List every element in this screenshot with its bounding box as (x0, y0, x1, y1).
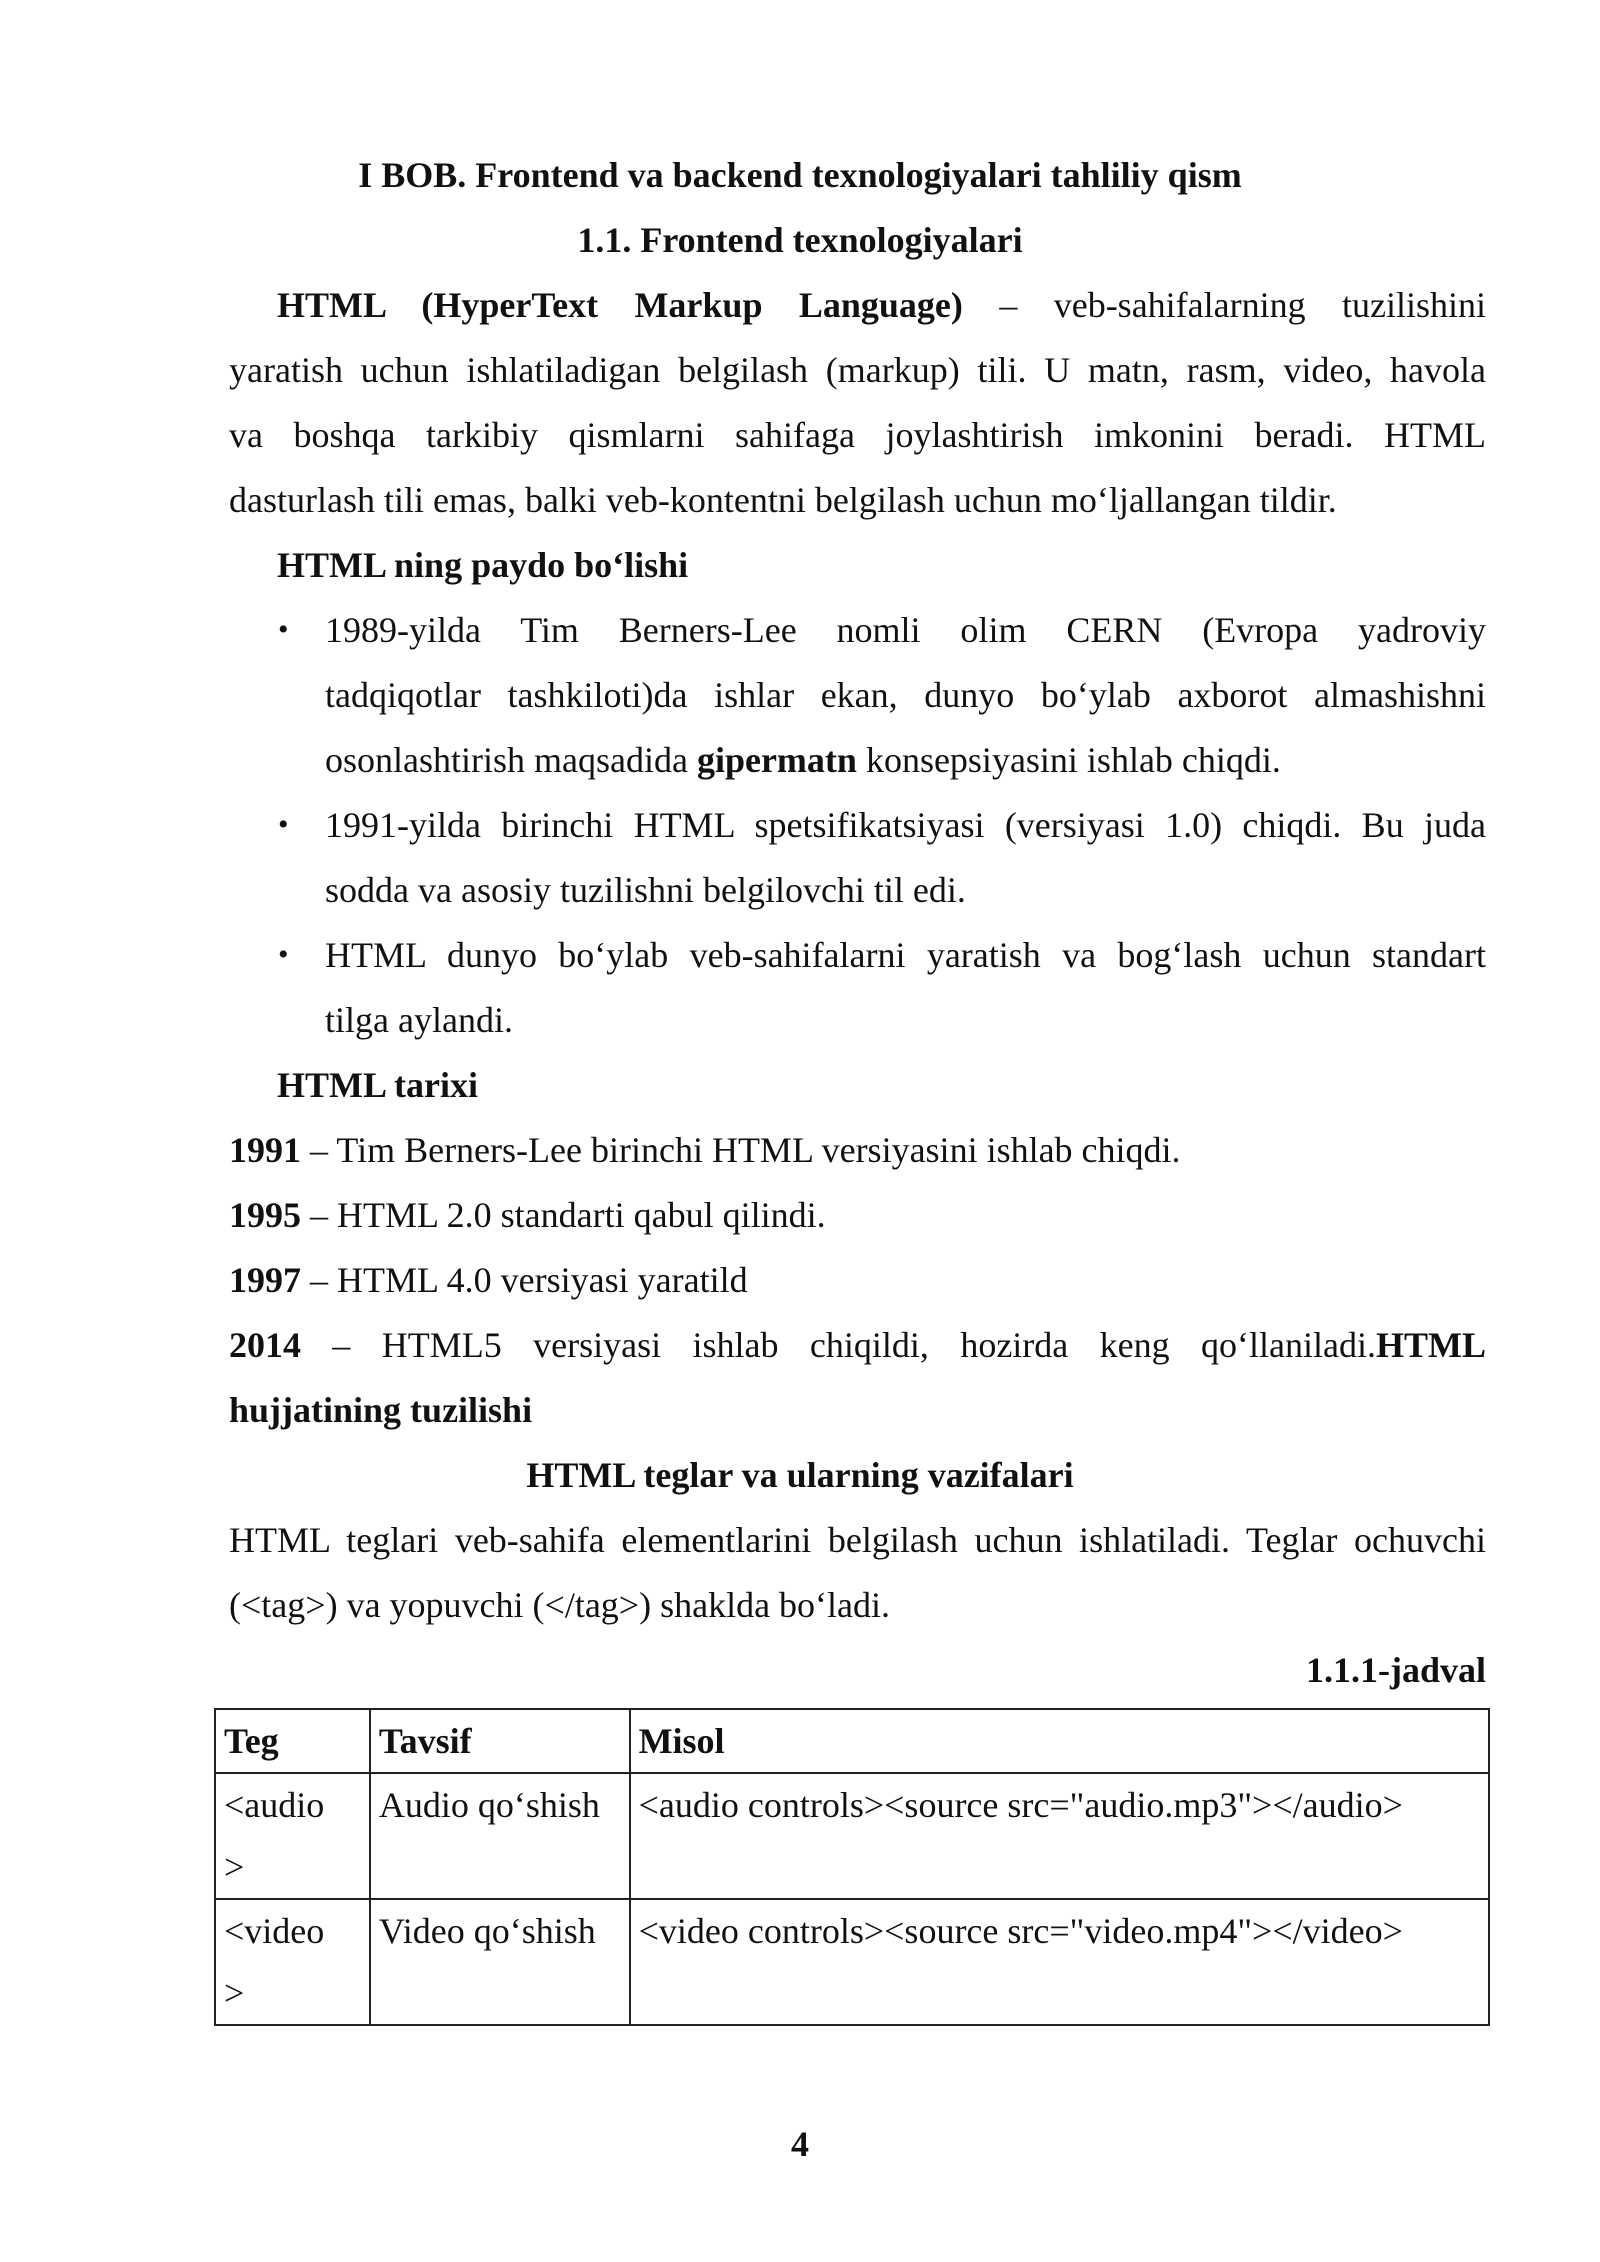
bullet-1-line-3 (325, 738, 1281, 782)
gipermatn-term: gipermatn (696, 740, 857, 780)
history-year: 1995 (229, 1195, 301, 1235)
history-text: – HTML 4.0 versiyasi yaratild (310, 1260, 748, 1300)
intro-line-3: va boshqa tarkibiy qismlarni sahifaga joylashtirish imkonini beradi. HTML (229, 415, 1486, 455)
table-row (215, 1773, 1489, 1899)
cell-example: <video controls><source src="video.mp4"></video> (630, 1899, 1489, 2025)
header-tavsif: Tavsif (370, 1709, 630, 1773)
history-year: 1991 (229, 1130, 301, 1170)
bullet-2-line-1: 1991-yilda birinchi HTML spetsifikatsiyasi (versiyasi 1.0) chiqdi. Bu juda (325, 805, 1486, 845)
cell-desc: Audio qo‘shish (370, 1773, 630, 1899)
tags-section-title: HTML teglar va ularning vazifalari (526, 1455, 1074, 1495)
history-item-1 (229, 1128, 1181, 1172)
tags-line-2: (<tag>) va yopuvchi (</tag>) shaklda bo‘ladi. (229, 1585, 891, 1625)
cell-tag-line-1: <video (224, 1911, 325, 1951)
bullet-1-line-2: tadqiqotlar tashkiloti)da ishlar ekan, dunyo bo‘ylab axborot almashishni (325, 675, 1486, 715)
history-title: HTML tarixi (277, 1065, 478, 1105)
bullet-3-line-2: tilga aylandi. (325, 1000, 513, 1040)
html-term: HTML (HyperText Markup Language) (277, 285, 963, 325)
bullet-2-line-2: sodda va asosiy tuzilishni belgilovchi til edi. (325, 870, 966, 910)
cell-tag-line-1: <audio (224, 1785, 325, 1825)
bullet-1-line-3-pre: osonlashtirish maqsadida (325, 740, 688, 780)
bullet-3-marker: • (278, 938, 289, 971)
table-caption: 1.1.1-jadval (1306, 1650, 1486, 1690)
history-item-2 (229, 1193, 826, 1237)
chapter-title: I BOB. Frontend va backend texnologiyalari tahliliy qism (358, 155, 1242, 195)
bullet-1-line-1: 1989-yilda Tim Berners-Lee nomli olim CERN (Evropa yadroviy (325, 610, 1486, 650)
inline-heading-part-2: hujjatining tuzilishi (229, 1390, 533, 1430)
cell-tag (215, 1773, 370, 1899)
history-text: – HTML 2.0 standarti qabul qilindi. (310, 1195, 826, 1235)
cell-tag-line-2: > (224, 1973, 245, 2013)
intro-line-4: dasturlash tili emas, balki veb-kontentni belgilash uchun mo‘ljallangan tildir. (229, 480, 1337, 520)
history-item-3 (229, 1258, 748, 1302)
tags-line-1: HTML teglari veb-sahifa elementlarini belgilash uchun ishlatiladi. Teglar ochuvchi (229, 1520, 1486, 1560)
history-item-4 (229, 1323, 1486, 1367)
table-header-row (215, 1709, 1489, 1773)
intro-line-1-rest: – veb-sahifalarning tuzilishini (999, 285, 1487, 325)
history-year: 2014 (229, 1325, 301, 1365)
origin-title: HTML ning paydo bo‘lishi (277, 545, 689, 585)
bullet-3-line-1: HTML dunyo bo‘ylab veb-sahifalarni yaratish va bog‘lash uchun standart (325, 935, 1486, 975)
intro-line-1 (277, 283, 1486, 327)
header-teg: Teg (215, 1709, 370, 1773)
section-title: 1.1. Frontend texnologiyalari (577, 220, 1023, 260)
cell-desc: Video qo‘shish (370, 1899, 630, 2025)
bullet-2-marker: • (278, 808, 289, 841)
page-number: 4 (791, 2124, 809, 2164)
history-year: 1997 (229, 1260, 301, 1300)
bullet-1-line-3-post: konsepsiyasini ishlab chiqdi. (865, 740, 1281, 780)
cell-example: <audio controls><source src="audio.mp3"></audio> (630, 1773, 1489, 1899)
bullet-1-marker: • (278, 613, 289, 646)
header-misol: Misol (630, 1709, 1489, 1773)
cell-tag-line-2: > (224, 1847, 245, 1887)
history-text: – HTML5 versiyasi ishlab chiqildi, hozirda keng qo‘llaniladi. (332, 1325, 1376, 1365)
tags-table (214, 1708, 1490, 2026)
cell-tag (215, 1899, 370, 2025)
inline-heading-part-1: HTML (1375, 1325, 1486, 1365)
intro-line-2: yaratish uchun ishlatiladigan belgilash (markup) tili. U matn, rasm, video, havola (229, 350, 1486, 390)
history-text: – Tim Berners-Lee birinchi HTML versiyasini ishlab chiqdi. (310, 1130, 1181, 1170)
table-row (215, 1899, 1489, 2025)
